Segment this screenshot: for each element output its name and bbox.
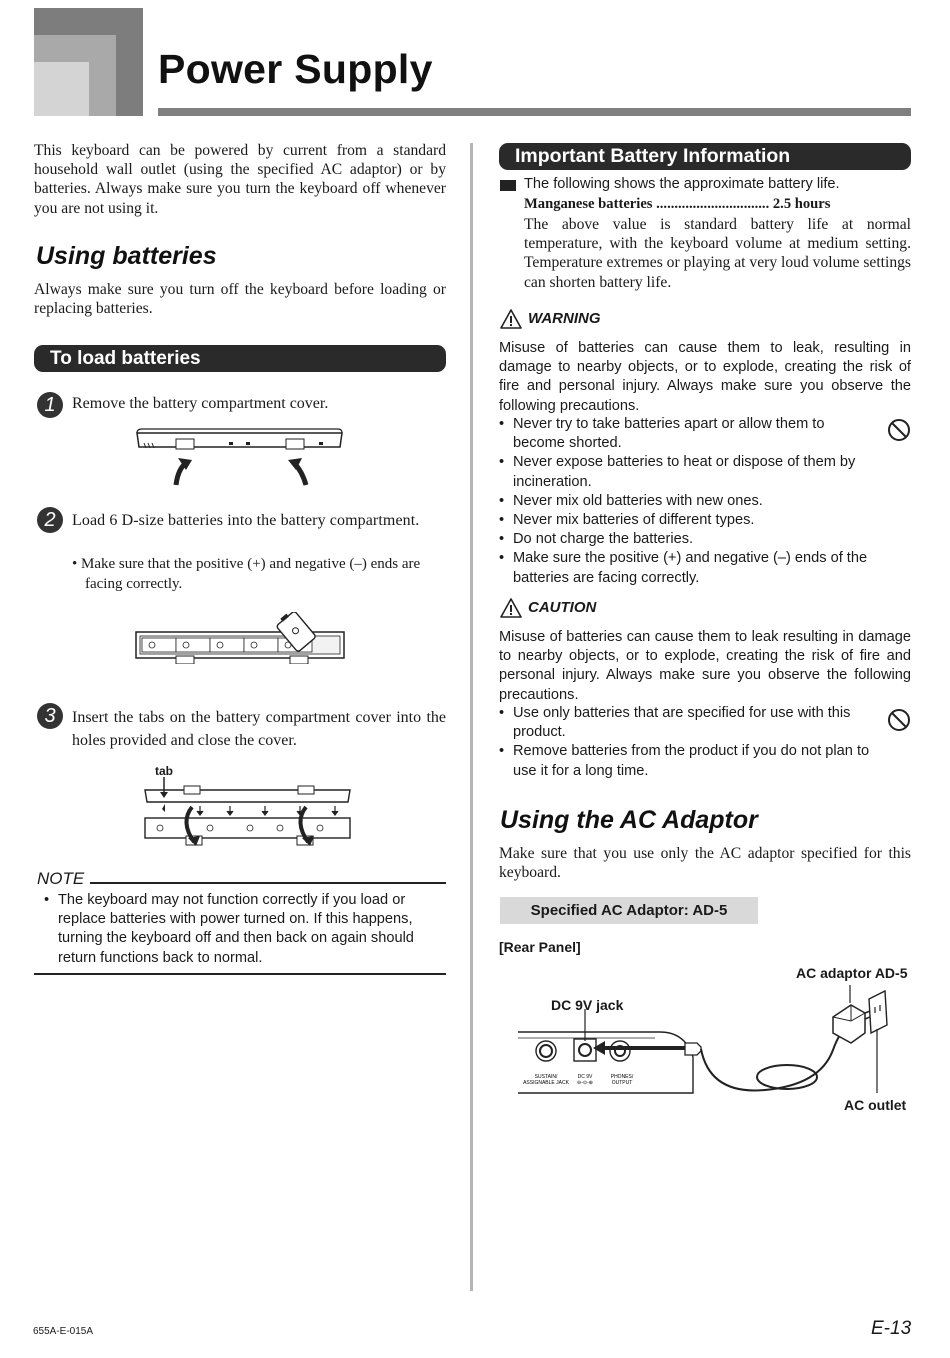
column-divider bbox=[470, 143, 473, 1291]
note-label: NOTE bbox=[37, 869, 85, 888]
important-battery-heading bbox=[499, 143, 911, 170]
assignable-jack-label: ASSIGNABLE JACK bbox=[523, 1080, 569, 1086]
using-ac-adaptor-heading: Using the AC Adaptor bbox=[500, 806, 758, 834]
step-1-number: 1 bbox=[37, 392, 63, 418]
using-batteries-text: Always make sure you turn off the keyboard before loading or replacing batteries. bbox=[34, 281, 446, 318]
battery-loading-figure bbox=[134, 612, 346, 664]
warning-text: Misuse of batteries can cause them to leak, resulting in damage to nearby objects, or to explode, creating the risk of fire and personal injury. Always make sure you observe the following precautions. bbox=[499, 340, 911, 414]
battery-life-line: The following shows the approximate battery life. bbox=[524, 176, 840, 192]
caution-item: • Use only batteries that are specified for use with this product. bbox=[499, 704, 879, 742]
rear-panel-label: [Rear Panel] bbox=[499, 939, 581, 955]
dc-polarity-symbol: ⊖-⊙-⊕ bbox=[577, 1080, 593, 1086]
using-batteries-heading: Using batteries bbox=[36, 242, 217, 270]
caution-list bbox=[499, 704, 879, 781]
square-bullet-icon bbox=[500, 180, 516, 191]
caution-triangle-icon bbox=[500, 598, 522, 618]
warning-item: • Do not charge the batteries. bbox=[499, 530, 879, 549]
load-batteries-heading bbox=[34, 345, 446, 372]
warning-item: • Never try to take batteries apart or allow them to become shorted. bbox=[499, 415, 879, 453]
dc-9v-panel-label: DC 9V bbox=[577, 1074, 593, 1080]
note-rule-bottom bbox=[34, 973, 446, 975]
step-1-text: Remove the battery compartment cover. bbox=[72, 395, 329, 412]
important-battery-heading-text: Important Battery Information bbox=[515, 145, 791, 167]
step-2-number: 2 bbox=[37, 507, 63, 533]
warning-item: • Never expose batteries to heat or dispose of them by incineration. bbox=[499, 453, 879, 491]
output-label: OUTPUT bbox=[611, 1080, 633, 1086]
note-list bbox=[44, 891, 446, 968]
note-item: • The keyboard may not function correctly if you load or replace batteries with power turned on. If this happens, turning the keyboard off and then back on again should return functions back to normal. bbox=[44, 891, 446, 968]
caution-text: Misuse of batteries can cause them to leak resulting in damage to nearby objects, or to explode, creating the risk of fire and personal injury. Always make sure you observe the following precautions. bbox=[499, 629, 911, 703]
footer-code: 655A-E-015A bbox=[33, 1326, 94, 1337]
dc-jack-label: DC 9V jack bbox=[551, 997, 624, 1013]
step-2-text: Load 6 D-size batteries into the battery compartment. bbox=[72, 512, 420, 529]
ac-adaptor-text: Make sure that you use only the AC adaptor specified for this keyboard. bbox=[499, 845, 911, 882]
ac-outlet-label: AC outlet bbox=[844, 1097, 907, 1113]
warning-item: • Make sure the positive (+) and negative (–) ends of the batteries are facing correctly. bbox=[499, 549, 879, 587]
load-batteries-heading-text: To load batteries bbox=[50, 348, 201, 369]
prohibited-icon bbox=[887, 418, 911, 442]
phones-label: PHONES/ bbox=[610, 1074, 634, 1080]
warning-item: • Never mix old batteries with new ones. bbox=[499, 492, 879, 511]
tab-label: tab bbox=[155, 764, 173, 778]
cover-tabs-figure bbox=[140, 762, 355, 847]
warning-item: • Never mix batteries of different types. bbox=[499, 511, 879, 530]
sustain-label: SUSTAIN/ bbox=[534, 1074, 558, 1080]
ac-adaptor-figure bbox=[515, 985, 910, 1100]
title-rule bbox=[158, 108, 911, 116]
ac-adaptor-label: AC adaptor AD-5 bbox=[796, 965, 908, 981]
step-3-number: 3 bbox=[37, 703, 63, 729]
warning-triangle-icon bbox=[500, 309, 522, 329]
prohibited-icon bbox=[887, 708, 911, 732]
warning-label: WARNING bbox=[528, 310, 601, 327]
corner-decoration bbox=[34, 8, 143, 116]
page-number: E-13 bbox=[871, 1318, 912, 1339]
page-title: Power Supply bbox=[158, 46, 433, 92]
step-3-text: Insert the tabs on the battery compartment cover into the holes provided and close the cover. bbox=[72, 709, 446, 749]
manganese-battery-life: Manganese batteries ............................... 2.5 hours bbox=[524, 196, 831, 212]
caution-label: CAUTION bbox=[528, 599, 597, 616]
warning-list bbox=[499, 415, 879, 588]
step-2-bullet: • Make sure that the positive (+) and negative (–) ends are facing correctly. bbox=[72, 556, 421, 592]
battery-life-body: The above value is standard battery life at normal temperature, with the keyboard volume at medium setting. Temperature extremes or playing at very loud volume settings can shorten battery life. bbox=[524, 216, 911, 291]
note-rule-top bbox=[90, 882, 446, 884]
battery-cover-removal-figure bbox=[134, 425, 346, 491]
caution-item: • Remove batteries from the product if you do not plan to use it for a long time. bbox=[499, 742, 879, 780]
specified-adaptor-box: Specified AC Adaptor: AD-5 bbox=[500, 897, 758, 924]
intro-paragraph: This keyboard can be powered by current from a standard household wall outlet (using the specified AC adaptor) or by batteries. Always make sure you turn the keyboard off whenever you are not using it. bbox=[34, 142, 446, 217]
